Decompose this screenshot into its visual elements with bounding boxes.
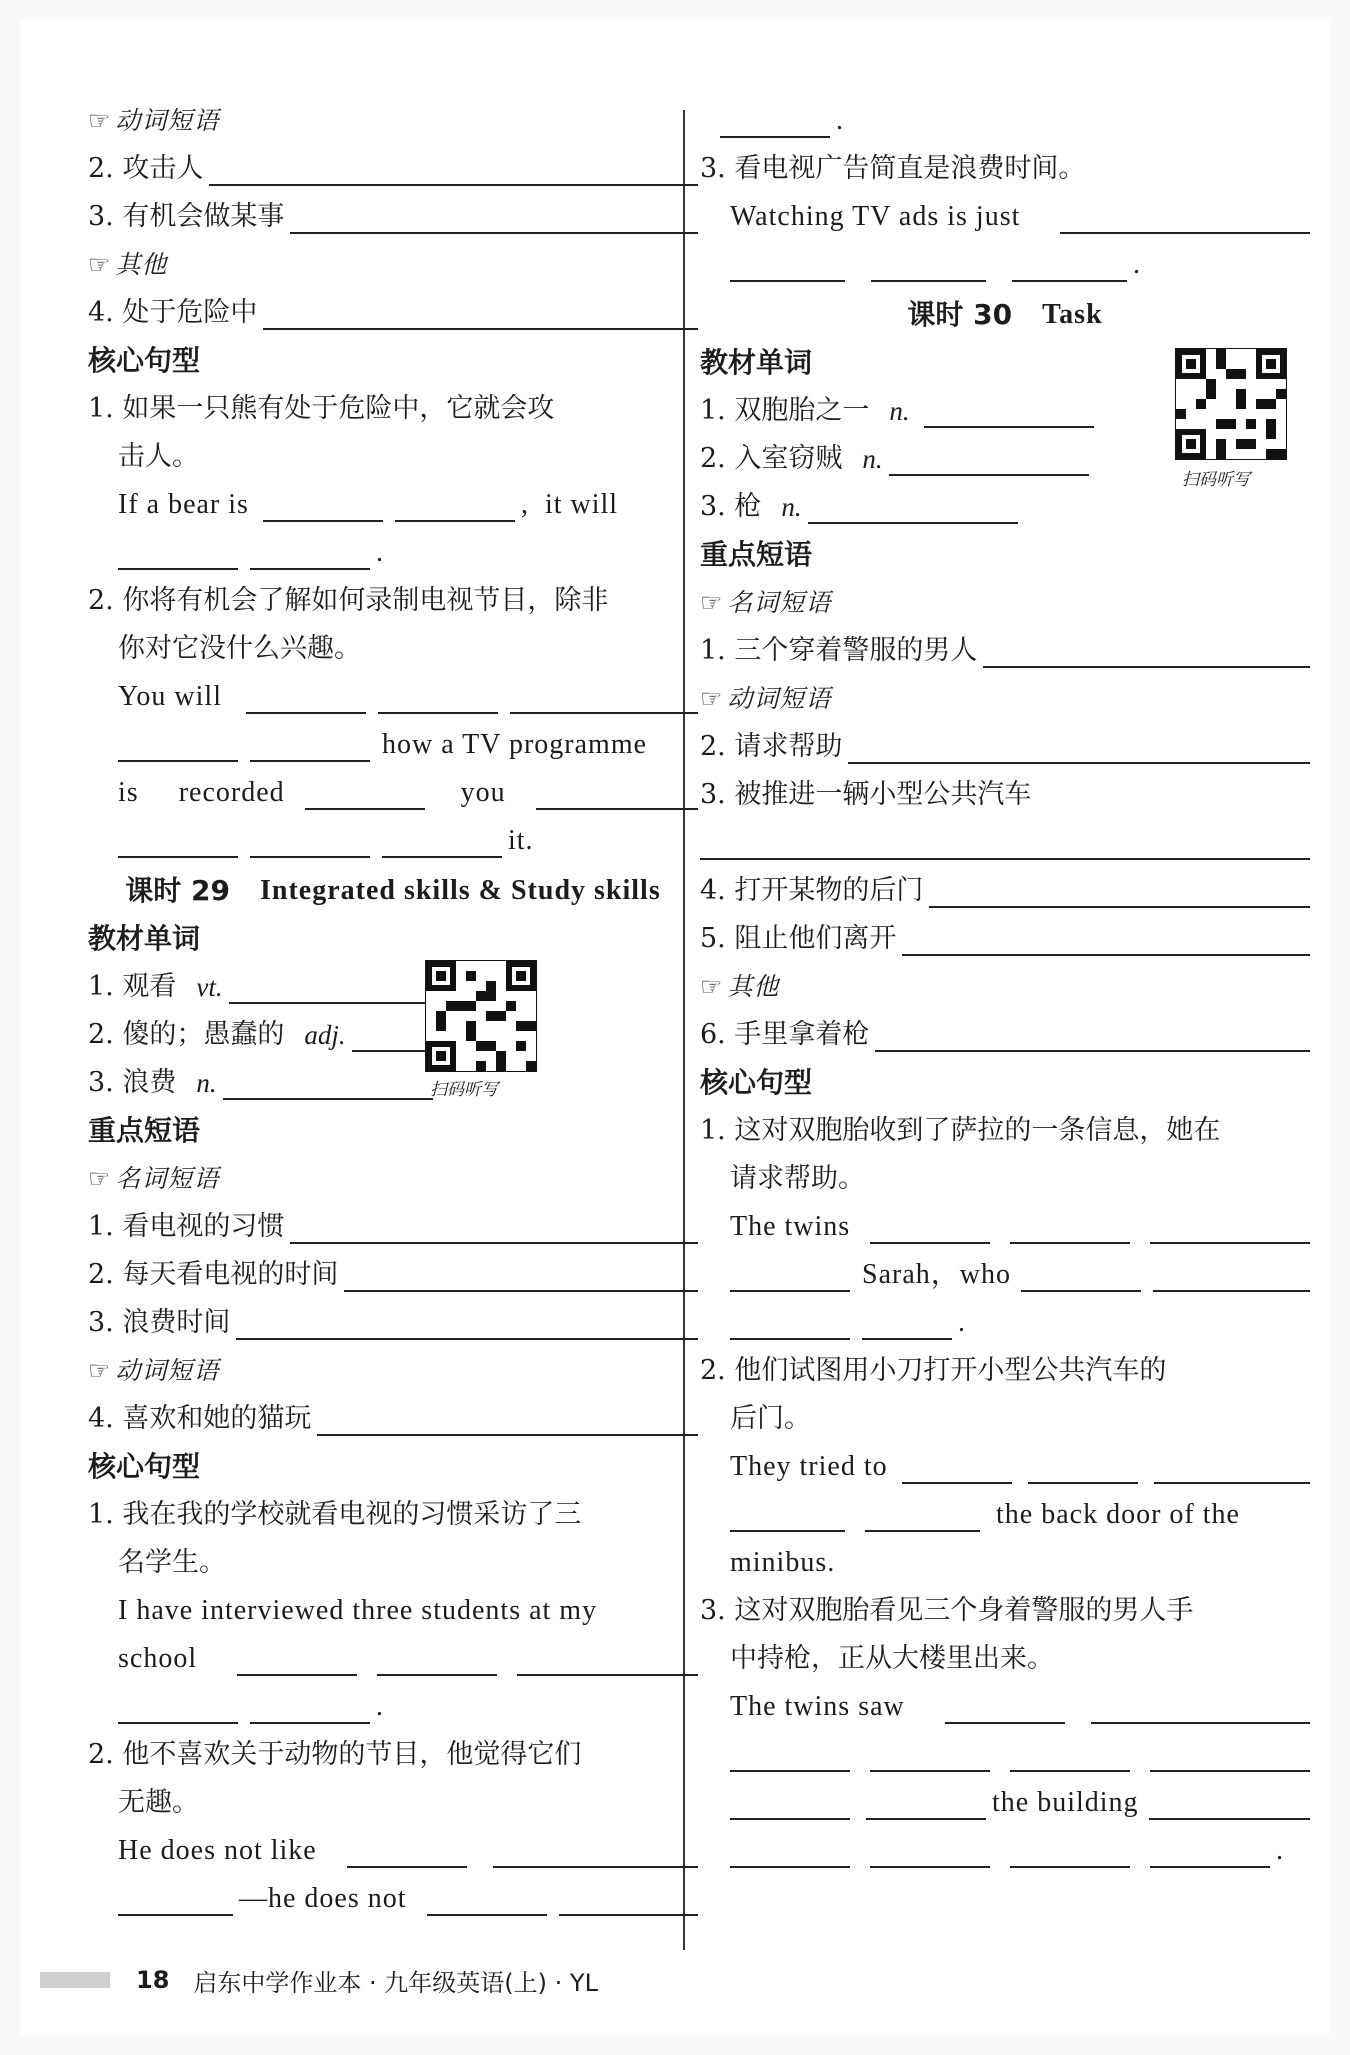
answer-blank[interactable] xyxy=(118,1884,233,1916)
sentence-en: The twins xyxy=(730,1211,851,1242)
answer-blank[interactable] xyxy=(902,924,1310,956)
answer-blank[interactable] xyxy=(1150,1212,1310,1244)
sentence-cn: 3. 这对双胞胎看见三个身着警服的男人手 xyxy=(700,1595,1194,1626)
answer-blank[interactable] xyxy=(377,1644,497,1676)
answer-blank[interactable] xyxy=(250,1692,370,1724)
vocab-item: 2. 入室窃贼 xyxy=(700,443,843,474)
phrase-item: 3. 有机会做某事 xyxy=(88,201,285,232)
section-title: 核心句型 xyxy=(88,1450,201,1483)
sentence-en: Watching TV ads is just xyxy=(730,201,1021,232)
vocab-item: 1. 观看 xyxy=(88,971,177,1002)
sentence-en: He does not like xyxy=(118,1835,317,1866)
answer-blank[interactable] xyxy=(290,202,698,234)
vocab-item: 1. 双胞胎之一 xyxy=(700,395,870,426)
sentence-cn: 你对它没什么兴趣。 xyxy=(118,633,361,664)
right-column: . 3. 看电视广告简直是浪费时间。 Watching TV ads is just . 课时 30 Task 教材单词 1. 双胞胎之一 n. 2. 入室窃贼 n. 3. 枪 n. 重点短语 ☞ 名词短语 1. 三个穿着警服的男人 ☞ 动词短语 2. 请求帮助 3. 被推进一辆小型公共汽车 4. 打开某物的后门 5. 阻止他们离开 ☞ 其他 6. 手里拿着枪 核心句型 1. 这对双胞胎收到了萨拉的一条信息，她在 请求帮助。 The twins Sarah，who . 2. 他们试图用小刀打开小型公共汽车的 后门。 They tried to the back door of the minibus. 3. 这对双胞胎看见三个身着警服的男人手 中持枪，正从大楼里出来。 The twins saw the building . xyxy=(700,90,1310,1868)
answer-blank[interactable] xyxy=(730,1788,850,1820)
lesson-number: 课时 29 xyxy=(125,874,230,907)
phrase-item: 2. 请求帮助 xyxy=(700,731,843,762)
answer-blank[interactable] xyxy=(510,682,698,714)
book-title: 启东中学作业本 · 九年级英语(上) · YL xyxy=(193,1968,598,1997)
answer-blank[interactable] xyxy=(250,826,370,858)
sentence-cn: 3. 看电视广告简直是浪费时间。 xyxy=(700,153,1086,184)
lesson-number: 课时 30 xyxy=(907,298,1013,331)
answer-blank[interactable] xyxy=(118,826,238,858)
sentence-cn: 2. 你将有机会了解如何录制电视节目，除非 xyxy=(88,585,609,616)
sentence-en: how a TV programme xyxy=(382,729,648,760)
phrase-item: 1. 三个穿着警服的男人 xyxy=(700,635,978,666)
vocab-item: 3. 枪 xyxy=(700,491,762,522)
phrase-item: 6. 手里拿着枪 xyxy=(700,1019,870,1050)
section-title: 核心句型 xyxy=(88,344,201,377)
part-of-speech: n. xyxy=(781,492,802,522)
answer-blank[interactable] xyxy=(875,1020,1310,1052)
other-tag: ☞ 其他 xyxy=(88,248,167,282)
noun-phrase-tag: ☞ 名词短语 xyxy=(700,586,831,620)
answer-blank[interactable] xyxy=(317,1404,698,1436)
answer-blank[interactable] xyxy=(236,1308,698,1340)
sentence-cn: 击人。 xyxy=(118,441,199,472)
phrase-item: 3. 浪费时间 xyxy=(88,1307,231,1338)
sentence-en: They tried to xyxy=(730,1451,888,1482)
sentence-cn: 1. 我在我的学校就看电视的习惯采访了三 xyxy=(88,1499,582,1530)
verb-phrase-tag: ☞ 动词短语 xyxy=(88,104,219,138)
answer-blank[interactable] xyxy=(730,250,845,282)
sentence-en: the back door of the xyxy=(996,1499,1240,1530)
part-of-speech: n. xyxy=(889,396,910,426)
footer-bar xyxy=(40,1972,110,1988)
phrase-item: 4. 喜欢和她的猫玩 xyxy=(88,1403,312,1434)
sentence-en: recorded xyxy=(178,777,285,808)
verb-phrase-tag: ☞ 动词短语 xyxy=(700,682,831,716)
answer-blank[interactable] xyxy=(870,1740,990,1772)
answer-blank[interactable] xyxy=(1154,1452,1310,1484)
answer-blank[interactable] xyxy=(263,298,698,330)
phrase-item: 2. 每天看电视的时间 xyxy=(88,1259,339,1290)
sentence-en: You will xyxy=(118,681,222,712)
answer-blank[interactable] xyxy=(427,1884,547,1916)
answer-blank[interactable] xyxy=(865,1500,980,1532)
phrase-item: 5. 阻止他们离开 xyxy=(700,923,897,954)
sentence-en: minibus. xyxy=(730,1547,836,1578)
phrase-item: 2. 攻击人 xyxy=(88,153,204,184)
answer-blank[interactable] xyxy=(1010,1740,1130,1772)
answer-blank[interactable] xyxy=(889,444,1089,476)
answer-blank[interactable] xyxy=(945,1692,1065,1724)
qr-caption: 扫码听写 xyxy=(430,1080,498,1100)
answer-blank[interactable] xyxy=(395,490,515,522)
phrase-item: 4. 打开某物的后门 xyxy=(700,875,924,906)
answer-blank[interactable] xyxy=(866,1788,986,1820)
answer-blank[interactable] xyxy=(1150,1740,1310,1772)
answer-blank[interactable] xyxy=(730,1740,850,1772)
answer-blank[interactable] xyxy=(1149,1788,1310,1820)
answer-blank[interactable] xyxy=(902,1452,1012,1484)
other-tag: ☞ 其他 xyxy=(700,970,779,1004)
answer-blank[interactable] xyxy=(290,1212,698,1244)
sentence-cn: 后门。 xyxy=(730,1403,811,1434)
answer-blank[interactable] xyxy=(1153,1260,1310,1292)
answer-blank[interactable] xyxy=(1091,1692,1310,1724)
sentence-en: The twins saw xyxy=(730,1691,905,1722)
part-of-speech: adj. xyxy=(304,1020,346,1050)
answer-blank[interactable] xyxy=(730,1308,850,1340)
answer-blank[interactable] xyxy=(246,682,366,714)
answer-blank[interactable] xyxy=(344,1260,698,1292)
answer-blank[interactable] xyxy=(730,1500,845,1532)
section-title: 核心句型 xyxy=(700,1066,813,1099)
lesson-title: Integrated skills & Study skills xyxy=(259,875,661,906)
answer-blank[interactable] xyxy=(870,1836,990,1868)
answer-blank[interactable] xyxy=(700,828,1310,860)
sentence-en: it will xyxy=(544,489,619,520)
answer-blank[interactable] xyxy=(1010,1212,1130,1244)
sentence-cn: 1. 这对双胞胎收到了萨拉的一条信息，她在 xyxy=(700,1115,1221,1146)
answer-blank[interactable] xyxy=(559,1884,698,1916)
answer-blank[interactable] xyxy=(848,732,1310,764)
sentence-cn: 中持枪，正从大楼里出来。 xyxy=(730,1643,1054,1674)
phrase-item: 1. 看电视的习惯 xyxy=(88,1211,285,1242)
answer-blank[interactable] xyxy=(493,1836,698,1868)
answer-blank[interactable] xyxy=(250,538,370,570)
answer-blank[interactable] xyxy=(263,490,383,522)
section-title: 重点短语 xyxy=(88,1114,201,1147)
sentence-cn: 名学生。 xyxy=(118,1547,226,1578)
answer-blank[interactable] xyxy=(1150,1836,1270,1868)
section-title: 教材单词 xyxy=(700,346,813,379)
page-number: 18 xyxy=(136,1966,170,1994)
answer-blank[interactable] xyxy=(1028,1452,1138,1484)
sentence-cn: 2. 他不喜欢关于动物的节目，他觉得它们 xyxy=(88,1739,582,1770)
sentence-en: Sarah，who xyxy=(862,1259,1011,1290)
section-title: 教材单词 xyxy=(88,922,201,955)
answer-blank[interactable] xyxy=(871,250,986,282)
answer-blank[interactable] xyxy=(118,1692,238,1724)
sentence-en: I have interviewed three students at my xyxy=(118,1595,598,1626)
phrase-item: 4. 处于危险中 xyxy=(88,297,258,328)
answer-blank[interactable] xyxy=(924,396,1094,428)
vocab-item: 3. 浪费 xyxy=(88,1067,177,1098)
answer-blank[interactable] xyxy=(229,972,429,1004)
sentence-en: —he does not xyxy=(239,1883,407,1914)
sentence-cn: 2. 他们试图用小刀打开小型公共汽车的 xyxy=(700,1355,1167,1386)
workbook-page xyxy=(20,20,1330,2035)
answer-blank[interactable] xyxy=(983,636,1310,668)
answer-blank[interactable] xyxy=(1021,1260,1141,1292)
sentence-en: school xyxy=(118,1643,198,1674)
sentence-en: it. xyxy=(508,825,534,856)
answer-blank[interactable] xyxy=(1010,1836,1130,1868)
answer-blank[interactable] xyxy=(929,876,1310,908)
left-column: ☞ 动词短语 2. 攻击人 3. 有机会做某事 ☞ 其他 4. 处于危险中 核心句型 1. 如果一只熊有处于危险中，它就会攻 击人。 If a bear is , it will . 2. 你将有机会了解如何录制电视节目，除非 你对它没什么兴趣。 You will how a TV programme is recorded you it. 课时 29 Integrated skills & Study skills 教材单词 1. 观看 vt. 2. 傻的；愚蠢的 adj. 3. 浪费 n. 重点短语 ☞ 名词短语 1. 看电视的习惯 2. 每天看电视的时间 3. 浪费时间 ☞ 动词短语 4. 喜欢和她的猫玩 核心句型 1. 我在我的学校就看电视的习惯采访了三 名学生。 I have interviewed three students at my school . 2. 他不喜欢关于动物的节目，他觉得它们 无趣。 He does not like —he does not xyxy=(88,90,698,1916)
answer-blank[interactable] xyxy=(305,778,425,810)
answer-blank[interactable] xyxy=(536,778,698,810)
answer-blank[interactable] xyxy=(118,538,238,570)
answer-blank[interactable] xyxy=(209,154,698,186)
sentence-en: is xyxy=(118,777,139,808)
sentence-cn: 请求帮助。 xyxy=(730,1163,865,1194)
part-of-speech: n. xyxy=(862,444,883,474)
answer-blank[interactable] xyxy=(1012,250,1127,282)
qr-code-icon[interactable] xyxy=(1175,348,1287,460)
answer-blank[interactable] xyxy=(517,1644,698,1676)
answer-blank[interactable] xyxy=(382,826,502,858)
answer-blank[interactable] xyxy=(223,1068,433,1100)
sentence-en: the building xyxy=(992,1787,1139,1818)
answer-blank[interactable] xyxy=(862,1308,952,1340)
sentence-en: If a bear is xyxy=(118,489,249,520)
phrase-item: 3. 被推进一辆小型公共汽车 xyxy=(700,779,1032,810)
section-title: 重点短语 xyxy=(700,538,813,571)
answer-blank[interactable] xyxy=(730,1260,850,1292)
noun-phrase-tag: ☞ 名词短语 xyxy=(88,1162,219,1196)
qr-caption: 扫码听写 xyxy=(1182,470,1250,490)
answer-blank[interactable] xyxy=(870,1212,990,1244)
answer-blank[interactable] xyxy=(347,1836,467,1868)
answer-blank[interactable] xyxy=(720,106,830,138)
sentence-en: you xyxy=(460,777,506,808)
answer-blank[interactable] xyxy=(250,730,370,762)
answer-blank[interactable] xyxy=(730,1836,850,1868)
part-of-speech: vt. xyxy=(196,972,223,1002)
sentence-cn: 无趣。 xyxy=(118,1787,199,1818)
answer-blank[interactable] xyxy=(378,682,498,714)
verb-phrase-tag: ☞ 动词短语 xyxy=(88,1354,219,1388)
answer-blank[interactable] xyxy=(237,1644,357,1676)
answer-blank[interactable] xyxy=(808,492,1018,524)
page-footer xyxy=(40,1965,598,1995)
qr-code-icon[interactable] xyxy=(425,960,537,1072)
answer-blank[interactable] xyxy=(118,730,238,762)
part-of-speech: n. xyxy=(196,1068,217,1098)
lesson-title: Task xyxy=(1042,299,1103,330)
sentence-cn: 1. 如果一只熊有处于危险中，它就会攻 xyxy=(88,393,555,424)
answer-blank[interactable] xyxy=(1060,202,1310,234)
vocab-item: 2. 傻的；愚蠢的 xyxy=(88,1019,285,1050)
